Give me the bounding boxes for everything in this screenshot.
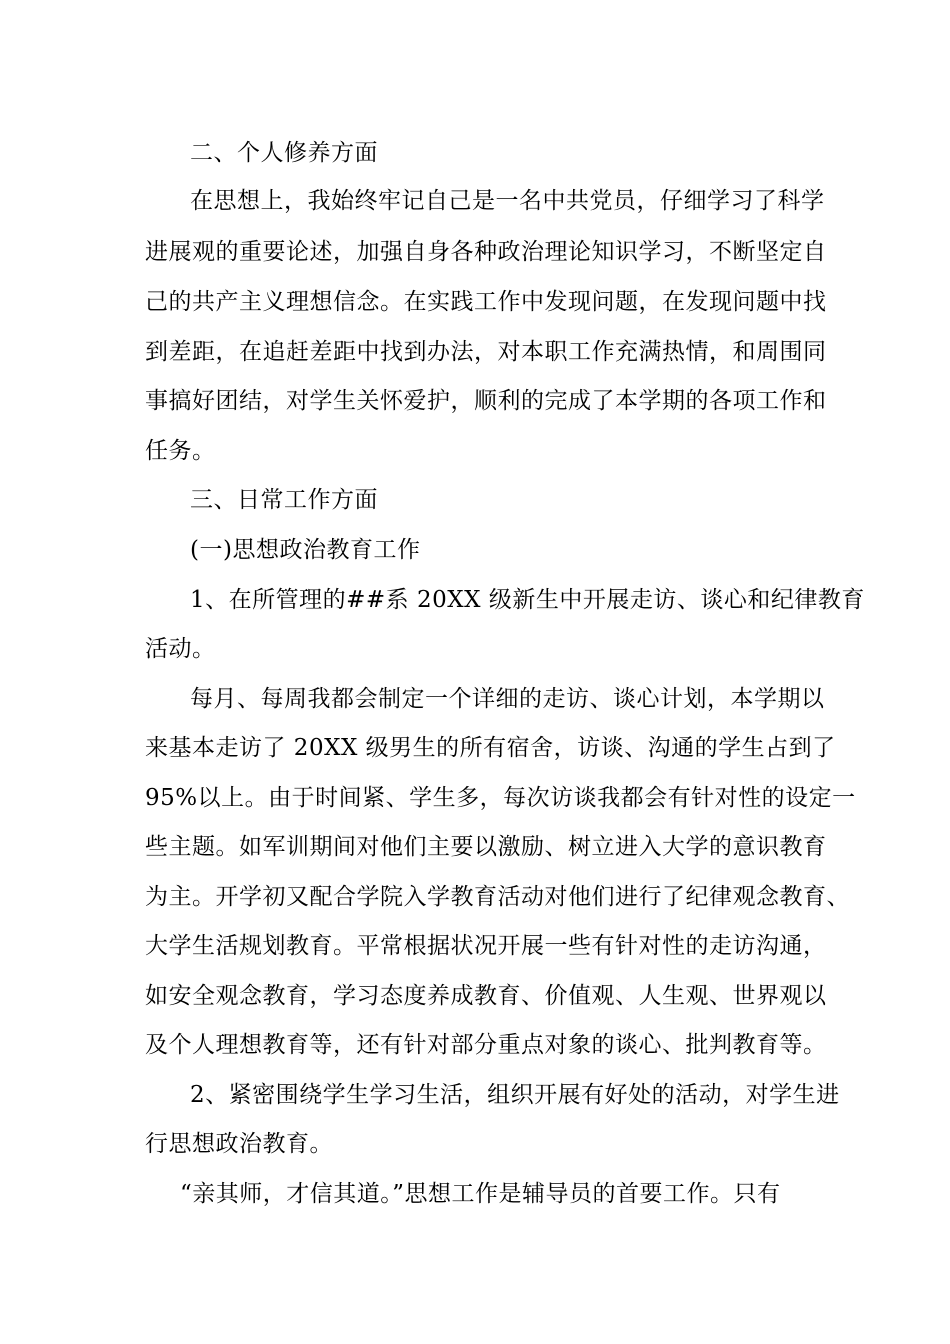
paragraph-line: 大学生活规划教育。平常根据状况开展一些有针对性的走访沟通，	[145, 933, 827, 959]
paragraph-line: 任务。	[145, 438, 216, 464]
paragraph-line: 为主。开学初又配合学院入学教育活动对他们进行了纪律观念教育、	[145, 884, 850, 910]
paragraph-line: 进展观的重要论述，加强自身各种政治理论知识学习，不断坚定自	[145, 239, 827, 265]
subsection-heading: (一)思想政治教育工作	[190, 537, 421, 563]
paragraph-line: 在思想上，我始终牢记自己是一名中共党员，仔细学习了科学	[190, 188, 825, 214]
paragraph-line: 活动。	[145, 636, 216, 662]
paragraph-line: 己的共产主义理想信念。在实践工作中发现问题，在发现问题中找	[145, 289, 827, 315]
paragraph-line: 及个人理想教育等，还有针对部分重点对象的谈心、批判教育等。	[145, 1032, 827, 1058]
paragraph-line: 95%以上。由于时间紧、学生多，每次访谈我都会有针对性的设定一	[145, 785, 856, 811]
paragraph-line: 1、在所管理的##系 20XX 级新生中开展走访、谈心和纪律教育	[190, 587, 865, 613]
paragraph-line: 些主题。如军训期间对他们主要以激励、树立进入大学的意识教育	[145, 834, 827, 860]
section-heading: 三、日常工作方面	[190, 487, 378, 513]
paragraph-line: 到差距，在追赶差距中找到办法，对本职工作充满热情，和周围同	[145, 339, 827, 365]
paragraph-line: 2、紧密围绕学生学习生活，组织开展有好处的活动，对学生进	[190, 1082, 840, 1108]
section-heading: 二、个人修养方面	[190, 140, 378, 166]
paragraph-line: 行思想政治教育。	[145, 1131, 333, 1157]
paragraph-line: 事搞好团结，对学生关怀爱护，顺利的完成了本学期的各项工作和	[145, 388, 827, 414]
paragraph-line: 如安全观念教育，学习态度养成教育、价值观、人生观、世界观以	[145, 983, 827, 1009]
paragraph-line: “亲其师，才信其道。”思想工作是辅导员的首要工作。只有	[180, 1181, 781, 1207]
paragraph-line: 每月、每周我都会制定一个详细的走访、谈心计划，本学期以	[190, 686, 825, 712]
paragraph-line: 来基本走访了 20XX 级男生的所有宿舍，访谈、沟通的学生占到了	[145, 735, 836, 761]
